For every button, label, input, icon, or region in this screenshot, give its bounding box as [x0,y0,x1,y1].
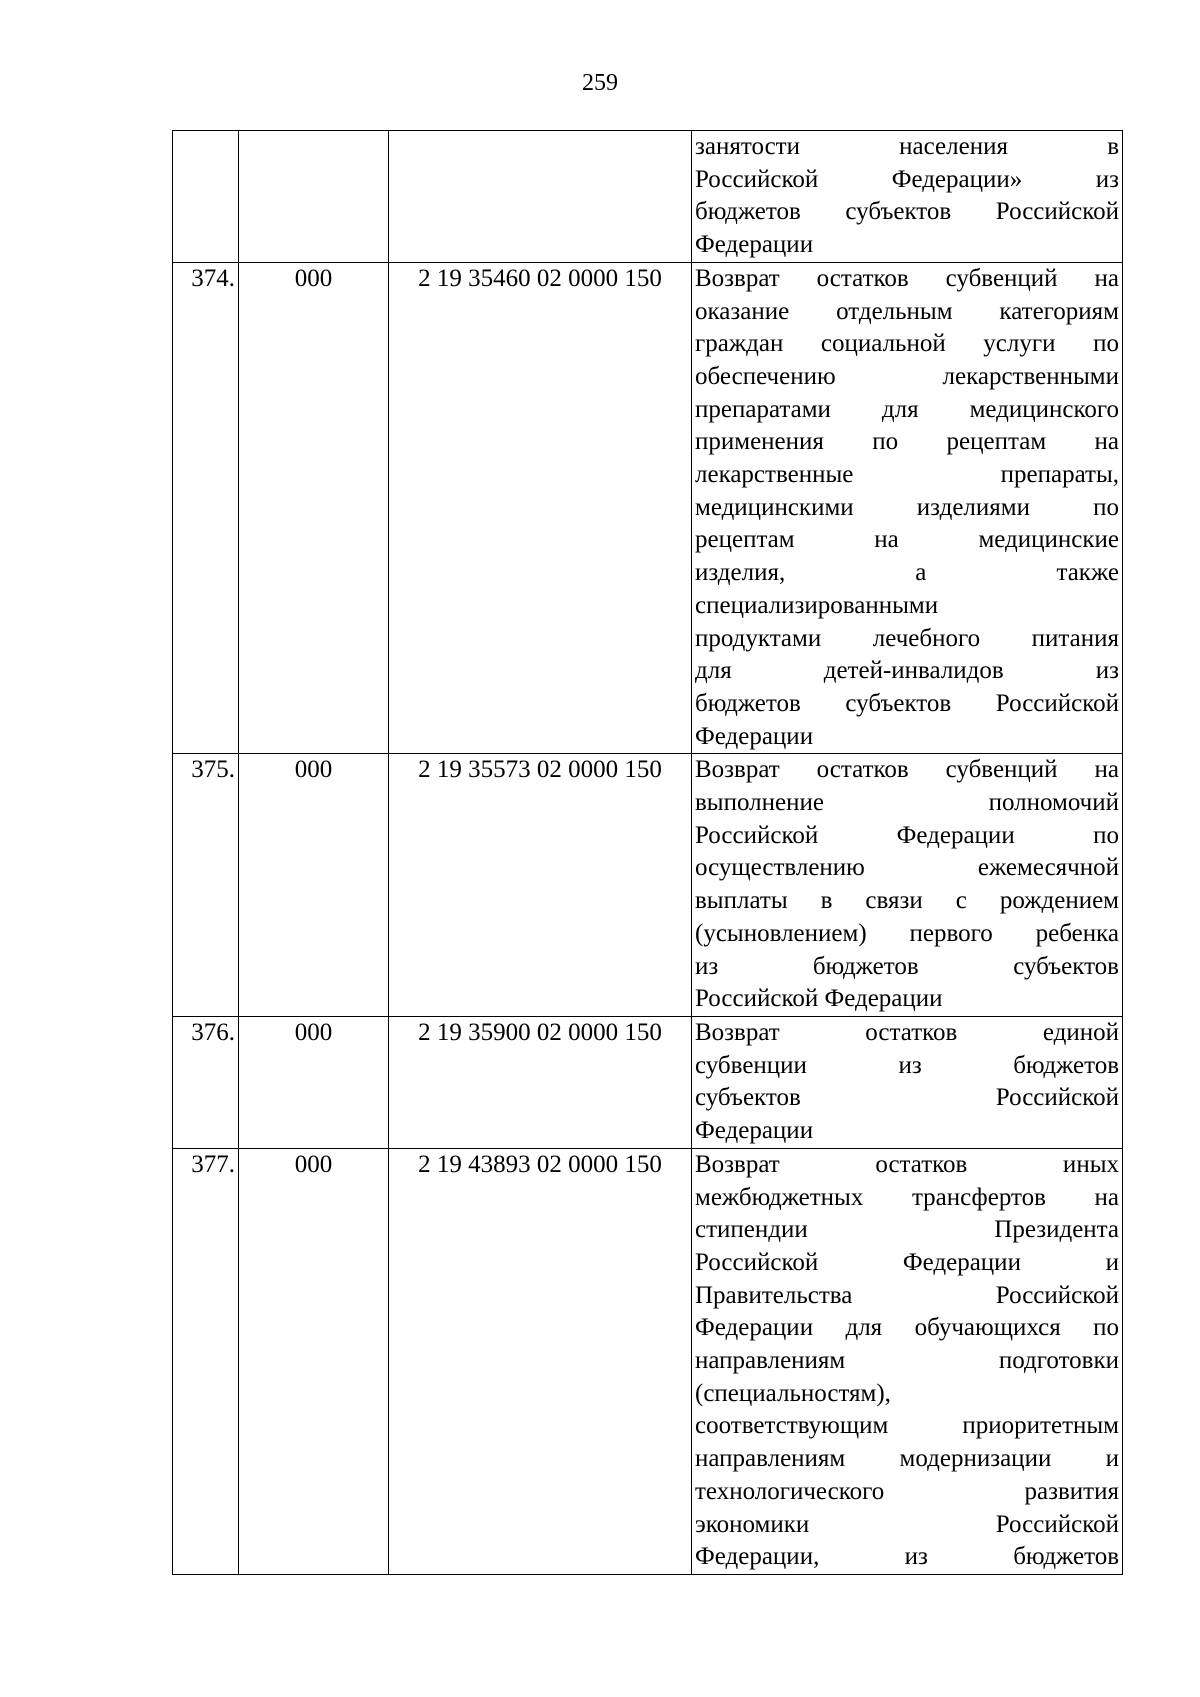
revenue-name-line: субвенции из бюджетов [695,1051,1119,1079]
revenue-name-line: обеспечению лекарственными [695,362,1119,390]
revenue-name-line: медицинскими изделиями по [695,493,1119,521]
table-row [173,754,1123,1017]
revenue-name-line: Правительства Российской [695,1281,1119,1309]
row-number-cell: 374. [173,262,239,754]
revenue-name-line: соответствующим приоритетным [695,1412,1119,1440]
budget-code-cell: 2 19 35460 02 0000 150 [389,262,692,754]
admin-code-cell: 000 [239,754,389,1017]
admin-code-cell: 000 [239,262,389,754]
revenue-name-cell [692,1016,1123,1148]
revenue-name-line: бюджетов субъектов Российской [695,198,1119,226]
revenue-name-line: направлениям модернизации и [695,1445,1119,1473]
revenue-name-cell [692,262,1123,754]
revenue-name-line: Федерации [695,722,814,750]
page-number: 259 [582,70,618,96]
row-number-cell: 376. [173,1016,239,1148]
revenue-name-cell [692,131,1123,263]
revenue-name-line: рецептам на медицинские [695,526,1119,554]
table-body [173,131,1123,1575]
revenue-name-line: граждан социальной услуги по [695,330,1119,358]
table-row [173,131,1123,263]
revenue-name-line: выплаты в связи с рождением [695,887,1119,915]
revenue-name-line: (специальностям), [695,1379,891,1407]
revenue-name-line: бюджетов субъектов Российской [695,689,1119,717]
row-number-cell: 377. [173,1148,239,1574]
row-number-cell [173,131,239,263]
revenue-name-line: Федерации [695,1117,814,1145]
revenue-name-line: специализированными [695,591,939,619]
revenue-name-line: (усыновлением) первого ребенка [695,919,1119,947]
revenue-name-line: Российской Федерации» из [695,165,1119,193]
revenue-name-line: применения по рецептам на [695,428,1119,456]
budget-codes-table [172,130,1123,1575]
revenue-name-line: изделия, а также [695,559,1119,587]
revenue-name-line: Возврат остатков субвенций на [695,264,1119,292]
revenue-name-line: Российской Федерации [695,985,943,1013]
revenue-name-line: занятости населения в [695,133,1119,160]
revenue-name-line: продуктами лечебного питания [695,624,1119,652]
revenue-name-line: оказание отдельным категориям [695,297,1119,325]
revenue-name-line: Возврат остатков иных [695,1150,1119,1178]
budget-code-cell [389,131,692,263]
revenue-name-cell [692,754,1123,1017]
revenue-name-line: субъектов Российской [695,1084,1119,1112]
revenue-name-line: Возврат остатков единой [695,1018,1119,1046]
revenue-name-line: Федерации для обучающихся по [695,1314,1119,1342]
revenue-name-line: межбюджетных трансфертов на [695,1183,1119,1211]
revenue-name-line: экономики Российской [695,1510,1119,1538]
revenue-name-line: лекарственные препараты, [695,461,1119,489]
admin-code-cell: 000 [239,1016,389,1148]
revenue-name-line: осуществлению ежемесячной [695,854,1119,882]
revenue-name-cell [692,1148,1123,1574]
revenue-name-line: Федерации, из бюджетов [695,1543,1119,1571]
revenue-name-line: для детей-инвалидов из [695,657,1119,685]
revenue-name-line: Российской Федерации по [695,821,1119,849]
budget-code-cell: 2 19 35573 02 0000 150 [389,754,692,1017]
revenue-name-line: Федерации [695,231,814,259]
revenue-name-line: технологического развития [695,1477,1119,1505]
revenue-name-line: Российской Федерации и [695,1248,1119,1276]
admin-code-cell: 000 [239,1148,389,1574]
table-row [173,1016,1123,1148]
admin-code-cell [239,131,389,263]
revenue-name-line: из бюджетов субъектов [695,952,1119,980]
budget-code-cell: 2 19 35900 02 0000 150 [389,1016,692,1148]
table-row [173,262,1123,754]
row-number-cell: 375. [173,754,239,1017]
revenue-name-line: выполнение полномочий [695,789,1119,817]
revenue-name-line: стипендии Президента [695,1216,1119,1244]
revenue-name-line: направлениям подготовки [695,1347,1119,1375]
budget-code-cell: 2 19 43893 02 0000 150 [389,1148,692,1574]
revenue-name-line: Возврат остатков субвенций на [695,756,1119,784]
revenue-name-line: препаратами для медицинского [695,395,1119,423]
table-row [173,1148,1123,1574]
